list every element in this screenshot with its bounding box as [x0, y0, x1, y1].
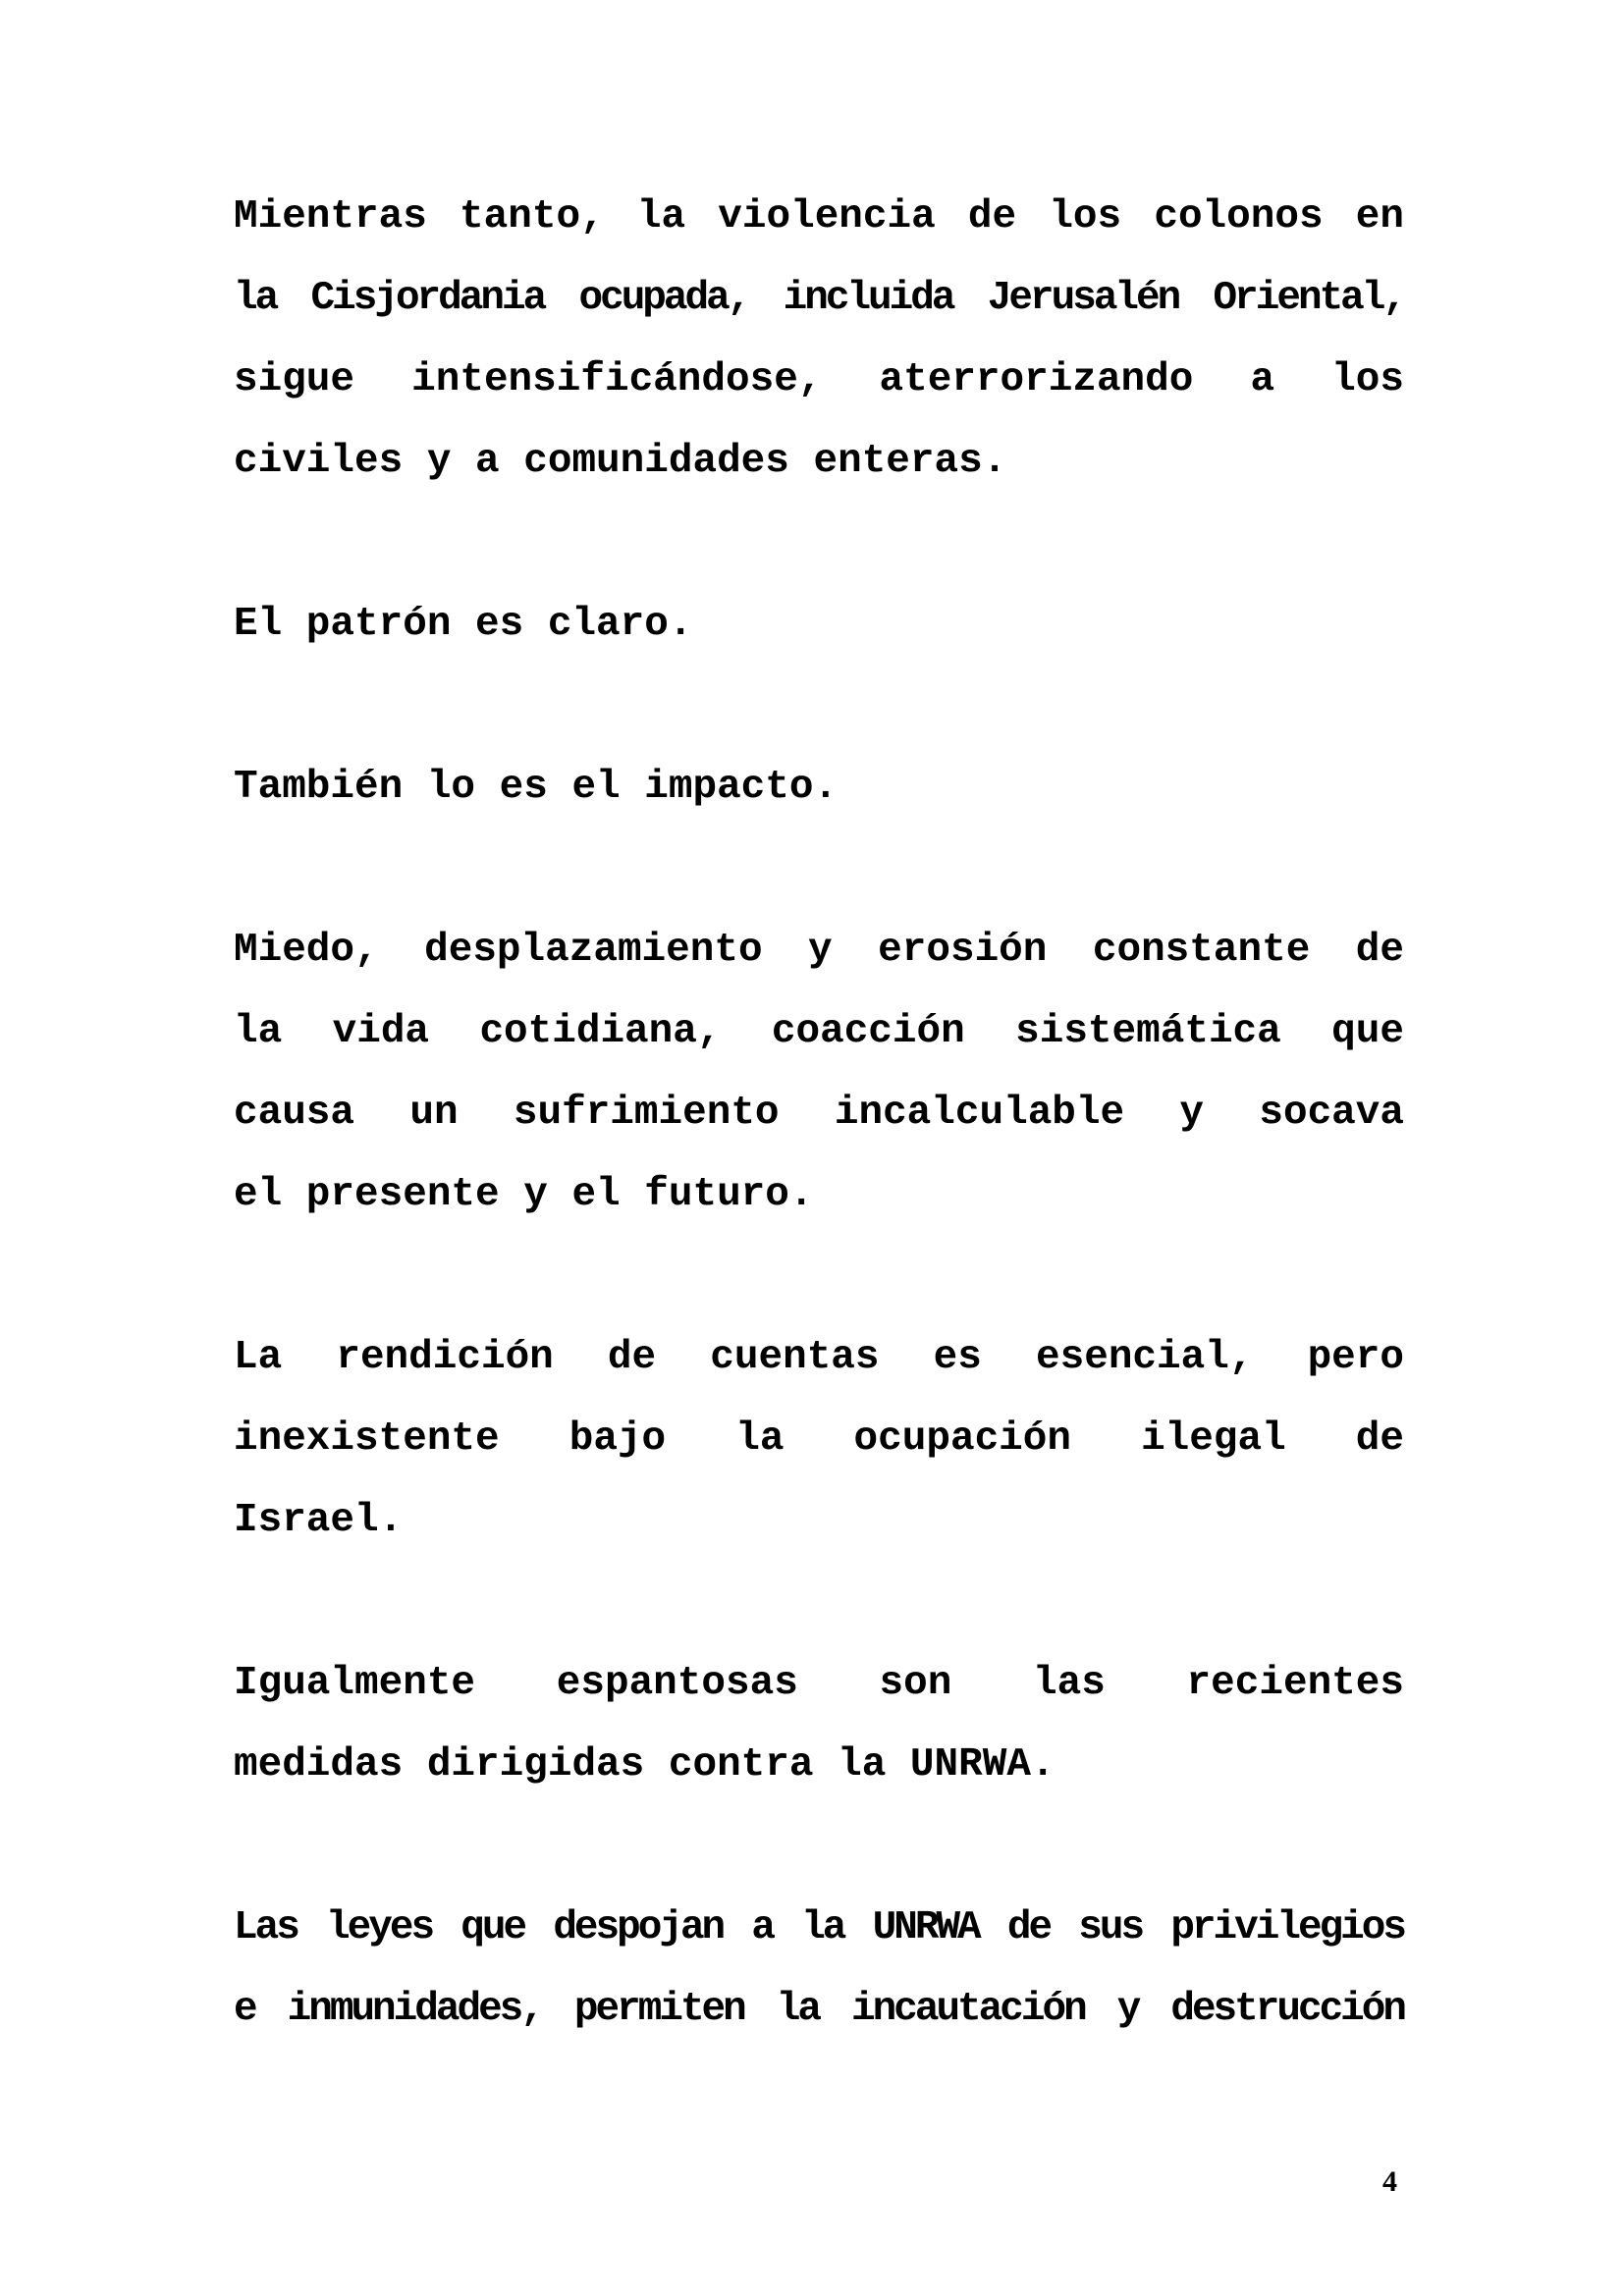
- text-line: Israel.: [234, 1498, 404, 1543]
- text-line: medidas dirigidas contra la UNRWA.: [234, 1742, 1056, 1788]
- text-line: la vida cotidiana, coacción sistemática que: [234, 1009, 1404, 1054]
- text-line: la Cisjordania ocupada, incluida Jerusalén Oriental,: [234, 276, 1404, 321]
- text-line: La rendición de cuentas es esencial, pero: [234, 1335, 1404, 1380]
- text-line: Las leyes que despojan a la UNRWA de sus privilegios: [234, 1905, 1404, 1950]
- text-line: El patrón es claro.: [234, 602, 693, 647]
- text-line: civiles y a comunidades enteras.: [234, 439, 1007, 484]
- text-line: inexistente bajo la ocupación ilegal de: [234, 1416, 1404, 1462]
- text-line: Miedo, desplazamiento y erosión constante de: [234, 928, 1404, 973]
- text-line: También lo es el impacto.: [234, 765, 839, 810]
- text-line: Mientras tanto, la violencia de los colonos en: [234, 194, 1404, 240]
- text-line: Igualmente espantosas son las recientes: [234, 1661, 1404, 1706]
- text-line: causa un sufrimiento incalculable y socava: [234, 1091, 1404, 1136]
- page-number: 4: [1382, 2165, 1397, 2198]
- text-line: e inmunidades, permiten la incautación y destrucción: [234, 1987, 1404, 2032]
- text-line: el presente y el futuro.: [234, 1172, 814, 1217]
- text-line: sigue intensificándose, aterrorizando a los: [234, 357, 1404, 402]
